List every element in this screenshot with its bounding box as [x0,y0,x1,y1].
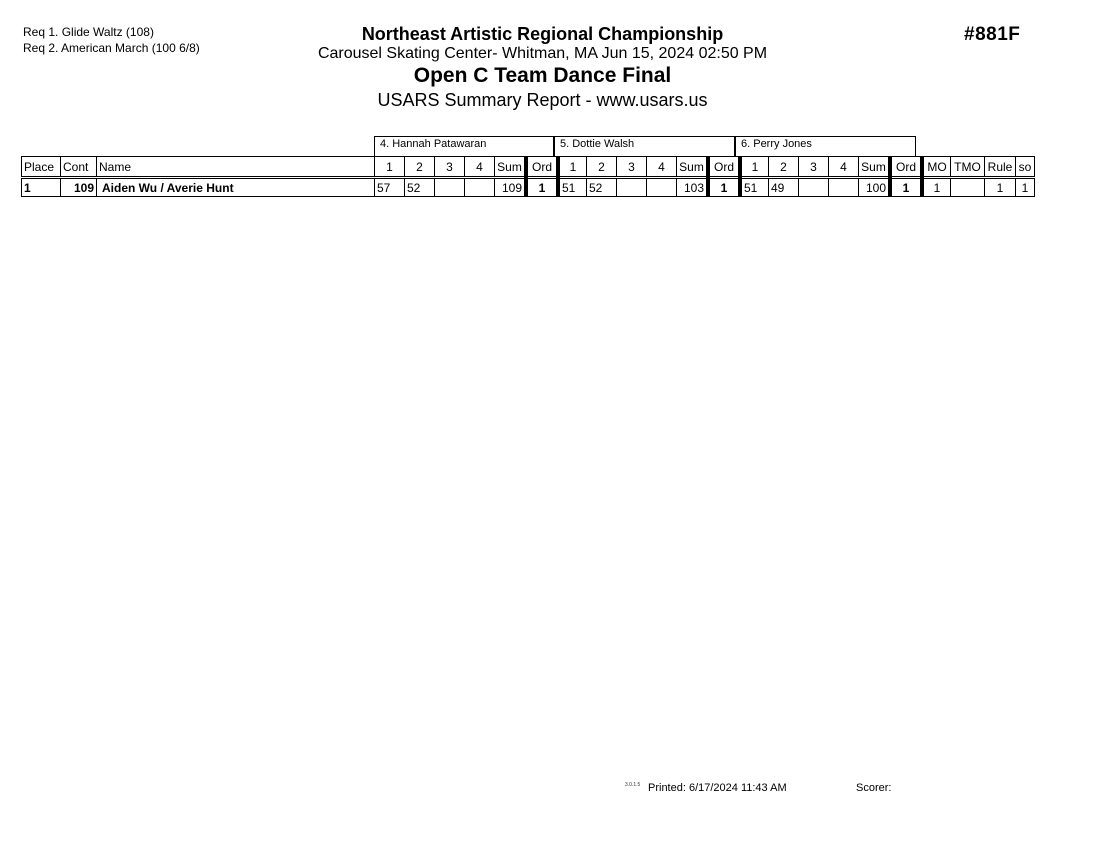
j2-sum-cell: 103 [677,178,709,197]
col-rule: Rule [985,157,1016,178]
col-j2-score1: 1 [558,157,587,178]
tmo-cell [951,178,985,197]
report-subtitle: USARS Summary Report - www.usars.us [377,90,708,110]
printed-timestamp: Printed: 6/17/2024 11:43 AM [648,782,787,794]
mo-cell: 1 [922,178,951,197]
col-j1-score4: 4 [465,157,495,178]
col-j3-score3: 3 [799,157,829,178]
j3-score4-cell [829,178,859,197]
col-j2-sum: Sum [677,157,709,178]
col-j1-score2: 2 [405,157,435,178]
j2-score4-cell [647,178,677,197]
software-version: 3.0.1.5 [625,782,641,788]
cont-cell: 109 [61,178,97,197]
col-j3-score2: 2 [769,157,799,178]
table-row [22,178,1035,197]
j2-score2-cell: 52 [587,178,617,197]
col-j1-score1: 1 [375,157,405,178]
col-j2-score2: 2 [587,157,617,178]
j1-sum-cell: 109 [495,178,527,197]
requirement-2: Req 2. American March (100 6/8) [23,41,200,55]
j2-ord-cell: 1 [708,178,740,197]
col-j2-ord: Ord [708,157,740,178]
col-j1-score3: 3 [435,157,465,178]
name-cell: Aiden Wu / Averie Hunt [97,178,375,197]
col-j3-sum: Sum [859,157,891,178]
j1-score2-cell: 52 [405,178,435,197]
requirement-1: Req 1. Glide Waltz (108) [23,25,154,39]
col-j3-score4: 4 [829,157,859,178]
results-table [21,156,1035,197]
col-j2-score3: 3 [617,157,647,178]
col-so: so [1016,157,1035,178]
col-name: Name [97,157,375,178]
col-j3-ord: Ord [890,157,922,178]
competition-title: Northeast Artistic Regional Championship [361,24,724,44]
j3-ord-cell: 1 [890,178,922,197]
rule-cell: 1 [985,178,1016,197]
so-cell: 1 [1016,178,1035,197]
j1-ord-cell: 1 [526,178,558,197]
j2-score1-cell: 51 [558,178,587,197]
judge-header-3: 6. Perry Jones [735,136,916,156]
event-number: #881F [964,24,1021,45]
j3-score2-cell: 49 [769,178,799,197]
j3-score3-cell [799,178,829,197]
j2-score3-cell [617,178,647,197]
venue-datetime: Carousel Skating Center- Whitman, MA Jun 15, 2024 02:50 PM [317,45,768,62]
col-j2-score4: 4 [647,157,677,178]
event-title: Open C Team Dance Final [413,64,672,87]
j1-score1-cell: 57 [375,178,405,197]
judge-header-2: 5. Dottie Walsh [554,136,735,156]
judge-header-1: 4. Hannah Patawaran [374,136,554,156]
col-j3-score1: 1 [740,157,769,178]
scorer-label: Scorer: [856,782,892,794]
j1-score3-cell [435,178,465,197]
col-cont: Cont [61,157,97,178]
col-j1-sum: Sum [495,157,527,178]
place-cell: 1 [22,178,61,197]
j3-score1-cell: 51 [740,178,769,197]
table-header-row [22,157,1035,178]
j1-score4-cell [465,178,495,197]
col-mo: MO [922,157,951,178]
j3-sum-cell: 100 [859,178,891,197]
col-j1-ord: Ord [526,157,558,178]
col-tmo: TMO [951,157,985,178]
col-place: Place [22,157,61,178]
